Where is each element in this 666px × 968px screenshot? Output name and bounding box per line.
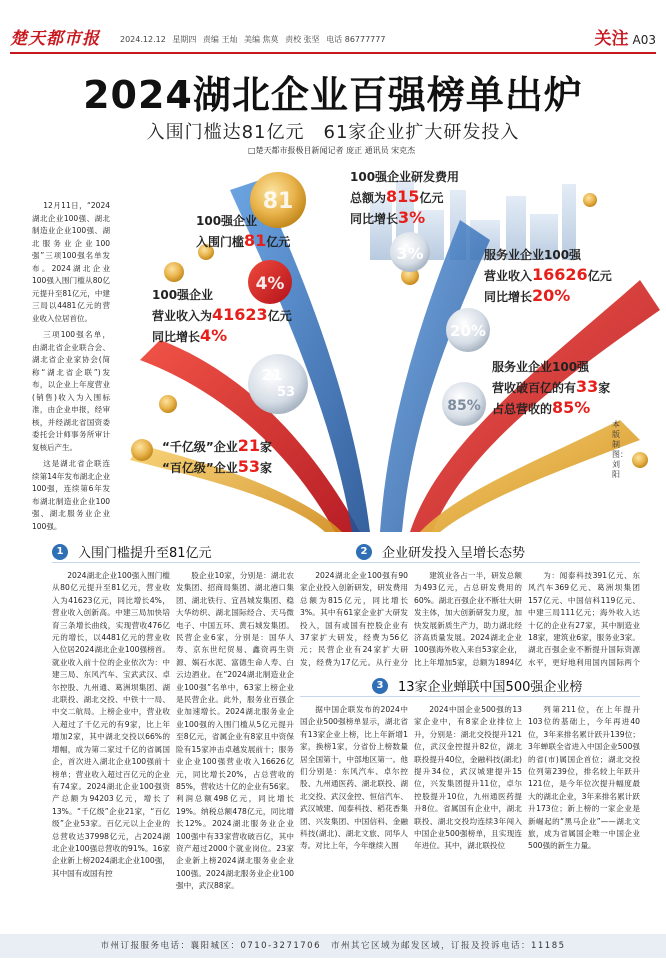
section-2-heading	[356, 542, 525, 561]
share-pct: 85%	[552, 398, 591, 417]
article-column: 2024中国企业500强的13家企业中，有8家企业排位上升，分别是：湖北交投提升121位，武汉金控提升82位，湖北联投提升40位，金融科技(湖北)提升34位，武汉城建提升15位，兴发集团提升11位，卓尔控股提升10位，九州通医药提升8位。省属国有企业中，湖北联投、湖北交投均连续3年闯入中国企业500强榜单，且实现连年进位。其中，湖北联投位	[414, 705, 522, 851]
coin-label: 53	[276, 385, 296, 400]
page-number: A03	[632, 33, 656, 47]
section-rule	[300, 562, 640, 563]
kilo-count: 21	[237, 436, 261, 455]
callout-service: 服务业企业100强 营业收入16626亿元 同比增长20%	[484, 248, 612, 305]
callout-revenue: 100强企业 营业收入为41623亿元 同比增长4%	[152, 288, 292, 345]
intro-column	[32, 200, 110, 537]
section-rule	[300, 696, 640, 697]
callout-rd: 100强企业研发费用 总额为815亿元 同比增长3%	[350, 170, 460, 227]
section-title: 企业研发投入呈增长态势	[382, 546, 526, 561]
callout-service-share: 服务业企业100强 营收破百亿的有33家 占总营收的85%	[492, 360, 611, 417]
coin-85pct	[442, 382, 486, 426]
issue-proofreader: 责校 张坚	[285, 35, 320, 44]
article-column: 2024湖北企业100强有90家企业投入创新研发，研发费用总额为815亿元，同比增长3%。其中有61家企业扩大研发投入，国有或国有控股企业有37家扩大研发，经费为56亿元；民营企业有24家扩大研发，经费为17亿元。从行业分	[300, 571, 408, 667]
issue-phone: 电话 86777777	[326, 35, 386, 44]
graphic-credit: 本版制图：刘阳	[612, 420, 628, 479]
page-subheadline: 入围门槛达81亿元 61家企业扩大研发投入	[146, 122, 520, 143]
section-number: 2	[356, 544, 372, 560]
coin-label: 4%	[255, 274, 285, 294]
infographic	[120, 160, 666, 540]
callout-line: 服务业企业100强	[484, 248, 582, 262]
coin-label: 21	[261, 366, 283, 384]
service-growth: 20%	[532, 286, 571, 305]
article-column: 列第211位，在上年提升103位的基础上，今年再进40位，3年来排名累计跃升139位；3年蝉联全省进入中国企业500强的省(市)属国企首位；湖北交投位列第239位，排名较上年跃升121位，是今年位次提升幅度最大的湖北企业，3年来排名累计跃升173位；新上榜的一家企业是新崛起的“黑马企业”——湖北文旅，成为省属国企唯一中国企业500强的新生力量。	[528, 705, 640, 851]
section-name: 关注	[594, 29, 629, 49]
section-3-heading	[372, 676, 582, 695]
coin-label: 20%	[450, 322, 486, 340]
coin-label: 81	[262, 189, 294, 214]
callout-scale: “千亿级”企业21家 “百亿级”企业53家	[162, 436, 273, 476]
service-value: 16626	[532, 265, 588, 284]
callout-line: 服务业企业100强	[492, 360, 590, 374]
coin-label: 3%	[396, 244, 424, 263]
section-tag	[595, 24, 656, 49]
article-column: 为：闻泰科技391亿元、东风汽车369亿元、葛洲坝集团157亿元、中国信科119亿元、中建三局111亿元；海外收入达十亿的企业有27家，其中制造业18家，建筑业6家，服务业3家。湖北百强企业不断提升国际资源水平，更好地利用国内国际两个	[528, 571, 640, 667]
issue-editor: 责编 王灿	[202, 35, 238, 44]
rd-growth: 3%	[398, 208, 426, 227]
coin-20pct	[446, 308, 490, 352]
coin-21-53	[248, 354, 308, 414]
issue-meta	[120, 34, 389, 45]
callout-line: 100强企业	[196, 214, 258, 228]
threshold-value: 81	[244, 231, 267, 250]
article-column: 股企业10家，分别是：湖北农发集团、招商局集团、湖北港口集团、湖北铁行、宜昌城发集团、稳大华纺织、湖北国际经合、天马微电子、中国五环、黄石城发集团。民营企业6家，分别是：国华人寿、京东世纪贸易、鑫资再生资源、娲石水泥、富德生命人寿、白云边酒业。在“2024湖北制造业企业100强”名单中，63家上榜企业是民营企业。此外，服务业百强企业加速增长。2024湖北服务业企业100强的入围门槛从5亿元提升至8亿元，省属企业有8家且中资保险有15家冲击卓越发展前十；服务业企业100强营业收入16626亿元，同比增长20%，占总营收的85%，营收达十亿的企业有56家。利润总额498亿元，同比增长19%。纳税总额478亿元，同比增长12%。2024湖北服务业企业100强中有33家营收破百亿，其中资产超过2000个就业岗位。23家企业新上榜2024湖北服务业企业100强。2024湖北服务业企业100强中，武汉88家。	[176, 571, 294, 891]
section-rule	[52, 562, 312, 563]
issue-date: 2024.12.12	[120, 35, 166, 44]
footer-text: 市州订报服务电话：襄阳城区：0710-3271706 市州其它区域为邮发区域，订报及投诉电话：11185	[100, 941, 566, 951]
revenue-growth: 4%	[200, 326, 228, 345]
coin-label: 85%	[447, 398, 481, 414]
section-title: 入围门槛提升至81亿元	[78, 546, 212, 561]
revenue-value: 41623	[212, 305, 268, 324]
byline: □楚天都市报极目新闻记者 庞正 通讯员 宋克杰	[248, 146, 416, 155]
share-count: 33	[576, 377, 599, 396]
newspaper-logo: 楚天都市报	[10, 29, 100, 49]
issue-designer: 美编 焦莫	[244, 35, 279, 44]
article-column: 据中国企联发布的2024中国企业500强榜单显示，湖北省有13家企业上榜，比上年新增1家，换榜1家，分省份上榜数量居全国第十，中部地区第一。他们分别是：东风汽车、卓尔控股、九州通医药、湖北联投、湖北交投、武汉金控、恒信汽车、武汉城建、闻泰科技、稻花香集团、兴发集团、中国信科、金融科技(湖北)、湖北文旅、同华人寿。对比上年，今年继续入围	[300, 705, 408, 851]
masthead-rule	[10, 52, 656, 54]
coin-3pct	[390, 232, 430, 272]
callout-line: 100强企业研发费用	[350, 170, 460, 184]
footer-bar	[0, 934, 666, 958]
hundred-count: 53	[237, 457, 261, 476]
article-column: 2024湖北企业100强入围门槛从80亿元提升至81亿元，营业收入为41623亿元，同比增长4%，营业收入创新高。中建三局加快培育三条增长曲线，实现营收476亿元的增长，以4481亿元的营业收入位居2024湖北企业100强榜首。就业收入前十位的企业依次为：中建三局、东风汽车、宝武武汉、卓尔控股、九州通、葛洲坝集团、湖北联投、湖北交投、中铁十一局、中交二航局。上榜企业中，营业收入超过了千亿元的有9家，比上年增加2家，其中湖北交投以66%的增幅，成为第二家过千亿的省属国企，首次进入湖北企业100强前十榜单；营业收入超过百亿元的企业有74家。2024湖北企业100强资产总额为94203亿元，增长了13%。“千亿级”企业21家，“百亿级”企业53家。百亿元以上企业的总营收达37998亿元，占2024湖北企业100强总营收的91%。16家企业新上榜2024湖北企业100强，其中国有或国有控	[52, 571, 170, 878]
section-1-heading	[52, 542, 212, 561]
callout-line: 100强企业	[152, 288, 214, 302]
issue-weekday: 星期四	[172, 35, 197, 44]
intro-paragraph: 三项100强名单，由湖北省企业联合会、湖北省企业家协会(简称“湖北省企联”)发布，以企业上年度营业(销售)收入为入围标准，由企业申报，经审核，并经湖北省国资委委托会计师事务所审计复核后产生。	[32, 330, 110, 452]
intro-paragraph: 这是湖北省企联连续第14年发布湖北企业100强，连续第6年发布湖北制造业企业100强、湖北服务业企业100强。	[32, 459, 110, 531]
intro-paragraph: 12月11日，“2024湖北企业100强、湖北制造业企业100强、湖北服务业企业100强”三项100强名单发布。2024湖北企业100强入围门槛从80亿元提升至81亿元，中建三局以4481亿元的营业收入位居首位。	[32, 201, 110, 323]
article-column: 建筑业各占一半，研发总额为493亿元，占总研发费用的60%。湖北百强企业不断壮大研发主体，加大创新研发力度，加快发展新质生产力，助力湖北经济高质量发展。2024湖北企业100强海外收入来自53家企业，比上年增加5家，总额为1894亿	[414, 571, 522, 667]
callout-threshold: 100强企业 入围门槛81亿元	[196, 214, 291, 250]
page-headline: 2024湖北企业百强榜单出炉	[83, 73, 583, 117]
section-number: 1	[52, 544, 68, 560]
masthead	[0, 0, 666, 64]
section-number: 3	[372, 678, 388, 694]
section-title: 13家企业蝉联中国500强企业榜	[398, 680, 583, 695]
rd-value: 815	[386, 187, 420, 206]
